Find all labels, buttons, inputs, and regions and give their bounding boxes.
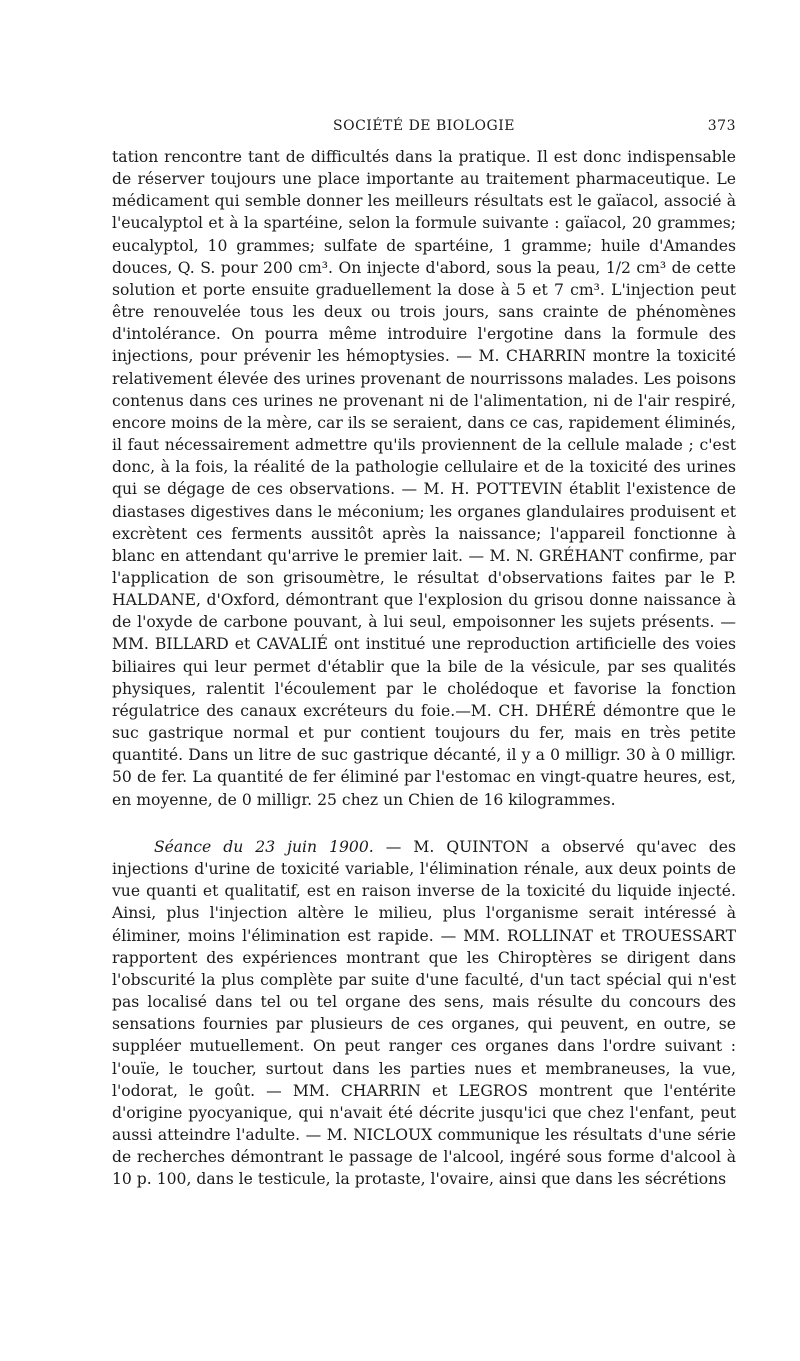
page-number: 373	[707, 118, 736, 134]
paragraph-2-text: — M. QUINTON a observé qu'avec des injections d'urine de toxicité variable, l'élimination rénale, aux deux points de vue quanti et qualitatif, est en raison inverse de la toxicité du liquide injecté. Ainsi, plus l'injection altère le milieu, plus l'organisme serait intéressé à éliminer, moins l'élimination est rapide. — MM. ROLLINAT et TROUESSART rapportent des expériences montrant que les Chiroptères se dirigent dans l'obscurité la plus complète par suite d'une faculté, d'un tact spécial qui n'est pas localisé dans tel ou tel organe des sens, mais résulte du concours des sensations fournies par plusieurs de ces organes, qui peuvent, en outre, se suppléer mutuellement. On peut ranger ces organes dans l'ordre suivant : l'ouïe, le toucher, surtout dans les parties nues et membraneuses, la vue, l'odorat, le goût. — MM. CHARRIN et LEGROS montrent que l'entérite d'origine pyocyanique, qui n'avait été décrite jusqu'ici que chez l'enfant, peut aussi atteindre l'adulte. — M. NICLOUX communique les résultats d'une série de recherches démontrant le passage de l'alcool, ingéré sous forme d'alcool à 10 p. 100, dans le testicule, la protaste, l'ovaire, ainsi que dans les sécrétions	[112, 838, 736, 1189]
seance-date: Séance du 23 juin 1900.	[154, 838, 374, 856]
paragraph-2	[112, 836, 736, 1191]
running-title: SOCIÉTÉ DE BIOLOGIE	[333, 118, 515, 134]
paragraph-1: tation rencontre tant de difficultés dans la pratique. Il est donc indispensable de réserver toujours une place importante au traitement pharmaceutique. Le médicament qui semble donner les meilleurs résultats est le gaïacol, associé à l'eucalyptol et à la spartéine, selon la formule suivante : gaïacol, 20 grammes; eucalyptol, 10 grammes; sulfate de spartéine, 1 gramme; huile d'Amandes douces, Q. S. pour 200 cm³. On injecte d'abord, sous la peau, 1/2 cm³ de cette solution et porte ensuite graduellement la dose à 5 et 7 cm³. L'injection peut être renouvelée tous les deux ou trois jours, sans crainte de phénomènes d'intolérance. On pourra même introduire l'ergotine dans la formule des injections, pour prévenir les hémoptysies. — M. CHARRIN montre la toxicité relativement élevée des urines provenant de nourrissons malades. Les poisons contenus dans ces urines ne provenant ni de l'alimentation, ni de l'air respiré, encore moins de la mère, car ils se seraient, dans ce cas, rapidement éliminés, il faut nécessairement admettre qu'ils proviennent de la cellule malade ; c'est donc, à la fois, la réalité de la pathologie cellulaire et de la toxicité des urines qui se dégage de ces observations. — M. H. POTTEVIN établit l'existence de diastases digestives dans le méconium; les organes glandulaires produisent et excrètent ces ferments aussitôt après la naissance; l'appareil fonctionne à blanc en attendant qu'arrive le premier lait. — M. N. GRÉHANT confirme, par l'application de son grisoumètre, le résultat d'observations faites par le P. HALDANE, d'Oxford, démontrant que l'explosion du grisou donne naissance à de l'oxyde de carbone pouvant, à lui seul, empoisonner les sujets présents. — MM. BILLARD et CAVALIÉ ont institué une reproduction artificielle des voies biliaires qui leur permet d'établir que la bile de la vésicule, par ses qualités physiques, ralentit l'écoulement par le cholédoque et favorise la fonction régulatrice des canaux excréteurs du foie.—M. CH. DHÉRÉ démontre que le suc gastrique normal et pur contient toujours du fer, mais en très petite quantité. Dans un litre de suc gastrique décanté, il y a 0 milligr. 30 à 0 milligr. 50 de fer. La quantité de fer éliminé par l'estomac en vingt-quatre heures, est, en moyenne, de 0 milligr. 25 chez un Chien de 16 kilogrammes.	[112, 148, 736, 809]
running-head	[112, 118, 736, 138]
body-text-block-2	[112, 836, 736, 1191]
body-text-block-1	[112, 146, 736, 811]
